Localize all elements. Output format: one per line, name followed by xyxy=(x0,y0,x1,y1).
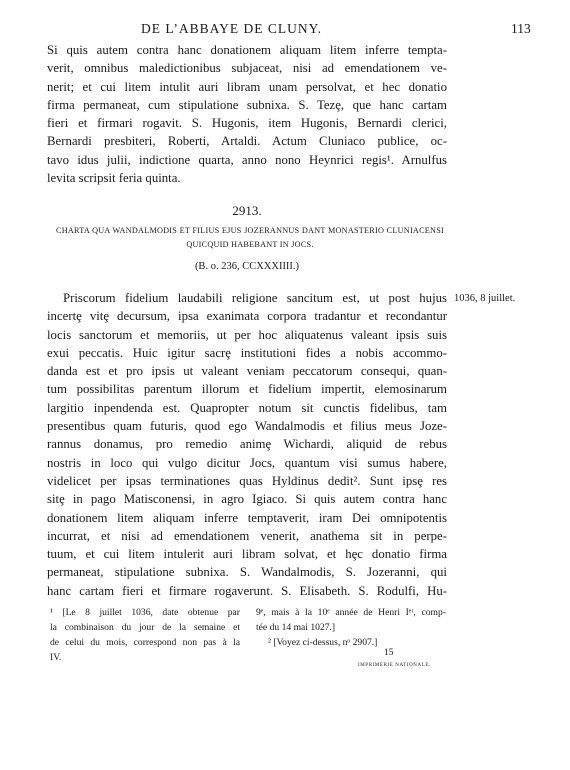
charter-heading xyxy=(56,224,444,252)
heading-line: QUICQUID HABEBANT IN JOCS. xyxy=(186,240,314,249)
text-line: Bernardi presbiteri, Roberti, Artaldi. Actum Cluniaco publice, oc- xyxy=(47,134,447,149)
text-line: tum possibilitas parentum illorum et fidelium impertit, elemosinarum xyxy=(47,382,447,397)
text-line: largitio inpendenda est. Quapropter notum sit cunctis fidelibus, tam xyxy=(47,400,447,415)
text-line: rannus donamus, pro remedio animȩ Wichardi, aliquid de rebus xyxy=(47,437,447,452)
text-line: locis sanctorum et memoriis, ut per hoc aliquatenus valeant ipsis suis xyxy=(47,327,447,342)
text-line: tavo idus julii, indictione quarta, anno nono Heynrici regis¹. Arnulfus xyxy=(47,152,447,167)
text-line: Si quis autem contra hanc donationem aliquam litem inferre tempta- xyxy=(47,43,447,57)
text-line: presentibus quam futuris, quod ego Wandalmodis et filius meus Joze- xyxy=(47,419,447,434)
footnotes-right-column xyxy=(256,605,446,650)
text-line: donationem litem aliquam inferre temptaverit, iram Dei omnipotentis xyxy=(47,510,447,525)
printer-imprint: IMPRIMERIE NATIONALE. xyxy=(358,663,431,668)
text-line: sitȩ in pago Matisconensi, in agro Igiaco. Si quis autem contra hanc xyxy=(47,492,447,507)
text-line: permaneat, stipulatione subnixa. S. Wandalmodis, S. Jozeranni, qui xyxy=(47,565,447,580)
footnote-line: la combinaison du jour de la semaine et xyxy=(50,622,240,633)
text-line: nostris in loco qui vulgo dicitur Jocs, quantum visi sumus habere, xyxy=(47,455,447,470)
footnote-line: ² [Voyez ci-dessus, nᵒ 2907.] xyxy=(268,637,378,648)
text-line: Priscorum fidelium laudabili religione sancitum est, ut post hujus xyxy=(63,291,447,305)
footnote-line: IV. xyxy=(50,652,62,663)
text-line: levita scripsit feria quinta. xyxy=(47,171,181,186)
charter-text xyxy=(47,289,447,600)
text-line: incurrat, et nisi ad emendationem venerit, anathema sit in perpe- xyxy=(47,528,447,543)
text-line: danda est et pro ipsis ut valeant veniam peccatorum consequi, quan- xyxy=(47,364,447,379)
text-line: hanc cartam fieri et firmare rogaverunt. S. Elisabeth. S. Rodulfi, Hu- xyxy=(47,583,447,598)
charter-number: 2913. xyxy=(232,203,262,218)
page-number: 113 xyxy=(511,21,531,36)
text-line: tuum, et cui litem intulerit auri libram solvat, et hȩc donatio firma xyxy=(47,547,447,562)
footnote-line: 9ᵉ, mais à la 10ᵉ année de Henri Iᵉʳ, comp- xyxy=(256,607,446,618)
footnotes-left-column xyxy=(50,605,240,665)
top-paragraph xyxy=(47,41,447,187)
margin-date: 1036, 8 juillet. xyxy=(454,293,516,304)
footnote-line: de celui du mois, correspond non pas à la xyxy=(50,637,240,648)
text-line: fieri et firmari rogavit. S. Hugonis, item Hugonis, Bernardi clerici, xyxy=(47,116,447,131)
text-line: firma permaneat, cum stipulatione subnixa. S. Tezȩ, que hanc cartam xyxy=(47,97,447,112)
heading-line: CHARTA QUA WANDALMODIS ET FILIUS EJUS JOZERANNUS DANT MONASTERIO CLUNIACENSI xyxy=(56,226,444,235)
text-line: nerit; et cui litem intulit auri libram unam persolvat, et hec donatio xyxy=(47,79,447,94)
footnote-line: tée du 14 mai 1027.] xyxy=(256,622,336,633)
text-line: verit, omnibus maledictionibus subjaceat, nisi ad emendationem ve- xyxy=(47,61,447,76)
text-line: incertȩ vitȩ decursum, ipsa exanimata corpora tradantur et recondantur xyxy=(47,309,447,324)
signature-mark: 15 xyxy=(384,648,394,658)
running-title: DE L’ABBAYE DE CLUNY. xyxy=(141,21,323,36)
text-line: exui peccatis. Huic igitur sacrȩ institutioni fides a nobis accommo- xyxy=(47,345,447,360)
text-line: videlicet per ipsas terminationes quas Hyldinus dedit². Sunt ipsȩ res xyxy=(47,473,447,488)
footnote-line: ¹ [Le 8 juillet 1036, date obtenue par xyxy=(50,607,240,618)
charter-source: (B. o. 236, CCXXXIIII.) xyxy=(194,261,300,272)
